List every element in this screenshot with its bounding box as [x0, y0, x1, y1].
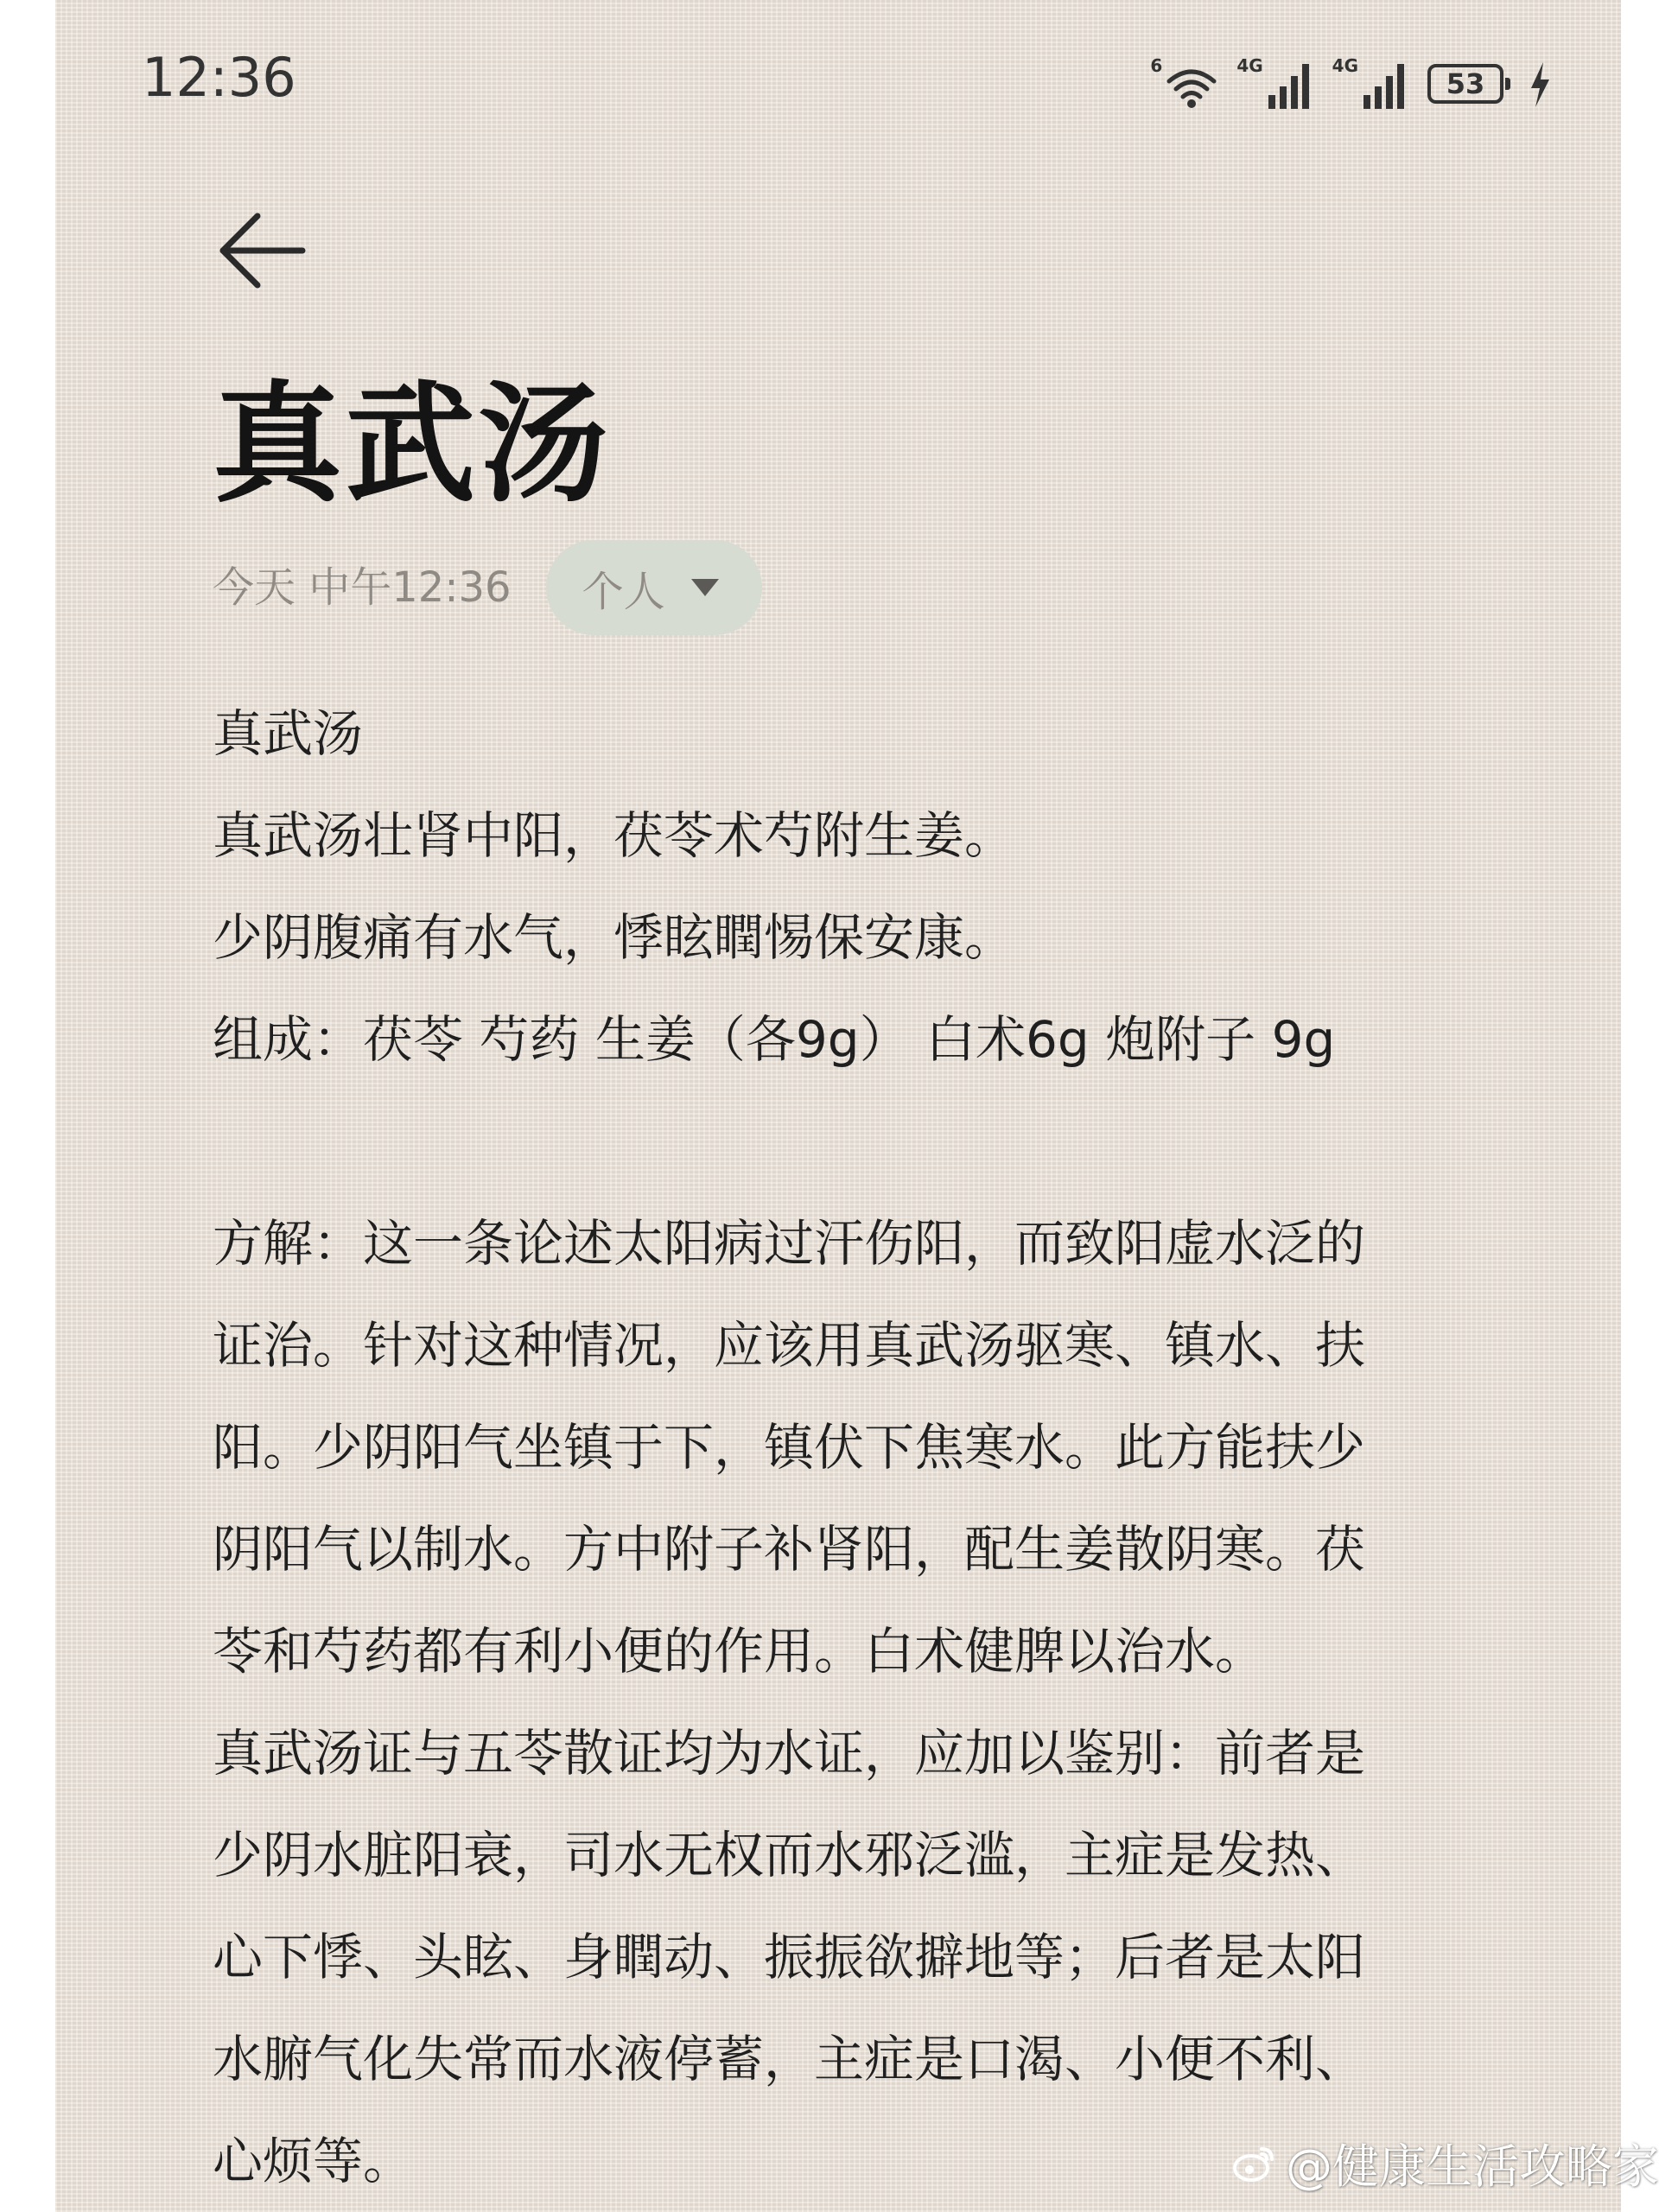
weibo-logo-icon: [1232, 2144, 1277, 2183]
status-time: 12:36: [142, 46, 296, 109]
back-arrow-icon: [218, 209, 308, 292]
sim2-group: [1332, 57, 1408, 109]
body-line: 心下悸、头眩、身瞤动、振振欲擗地等；后者是太阳: [213, 1928, 1366, 1986]
signal-icon: [1362, 60, 1408, 109]
body-line: 阴阳气以制水。方中附子补肾阳，配生姜散阴寒。茯: [213, 1520, 1366, 1579]
body-line: 真武汤证与五苓散证均为水证，应加以鉴别：前者是: [213, 1724, 1366, 1783]
note-title[interactable]: 真武汤: [213, 370, 613, 520]
body-line: 水腑气化失常而水液停蓄，主症是口渴、小便不利、: [213, 2030, 1366, 2088]
watermark: [1232, 2130, 1659, 2196]
status-icons: [1150, 48, 1552, 109]
body-line: 少阴腹痛有水气，悸眩瞤惕保安康。: [213, 908, 1015, 967]
body-line: 方解：这一条论述太阳病过汗伤阳，而致阳虚水泛的: [213, 1214, 1366, 1273]
body-line: 真武汤壮肾中阳，茯苓术芍附生姜。: [213, 806, 1015, 865]
note-screen: [55, 0, 1621, 2212]
battery-indicator: 53: [1427, 64, 1503, 104]
wifi-icon: [1166, 66, 1217, 109]
wifi-label: 6: [1150, 55, 1163, 76]
back-button[interactable]: [211, 199, 315, 302]
body-line: 组成：茯苓 芍药 生姜（各9g） 白术6g 炮附子 9g: [213, 1010, 1336, 1069]
status-bar: [55, 0, 1621, 156]
caret-down-icon: [691, 579, 719, 596]
body-line: 少阴水脏阳衰，司水无权而水邪泛滥，主症是发热、: [213, 1826, 1366, 1885]
body-line: 苓和芍药都有利小便的作用。白术健脾以治水。: [213, 1622, 1266, 1681]
sim2-label: 4G: [1332, 55, 1358, 76]
charging-bolt-icon: [1528, 60, 1552, 109]
body-line: 真武汤: [213, 704, 364, 763]
watermark-text: @健康生活攻略家: [1286, 2139, 1659, 2194]
sim1-group: [1236, 57, 1313, 109]
folder-selector[interactable]: [546, 540, 762, 635]
body-line: 证治。针对这种情况，应该用真武汤驱寒、镇水、扶: [213, 1316, 1366, 1375]
blank-line: [213, 1090, 1560, 1192]
body-line: 心烦等。: [213, 2132, 414, 2190]
body-line: 阳。少阴阳气坐镇于下，镇伏下焦寒水。此方能扶少: [213, 1418, 1366, 1477]
note-timestamp: 今天 中午12:36: [213, 563, 512, 612]
note-meta: [213, 540, 762, 635]
signal-icon: [1267, 60, 1313, 109]
note-body[interactable]: [213, 683, 1560, 2212]
sim1-label: 4G: [1236, 55, 1263, 76]
wifi-group: [1150, 57, 1217, 109]
folder-label: 个人: [582, 567, 665, 616]
